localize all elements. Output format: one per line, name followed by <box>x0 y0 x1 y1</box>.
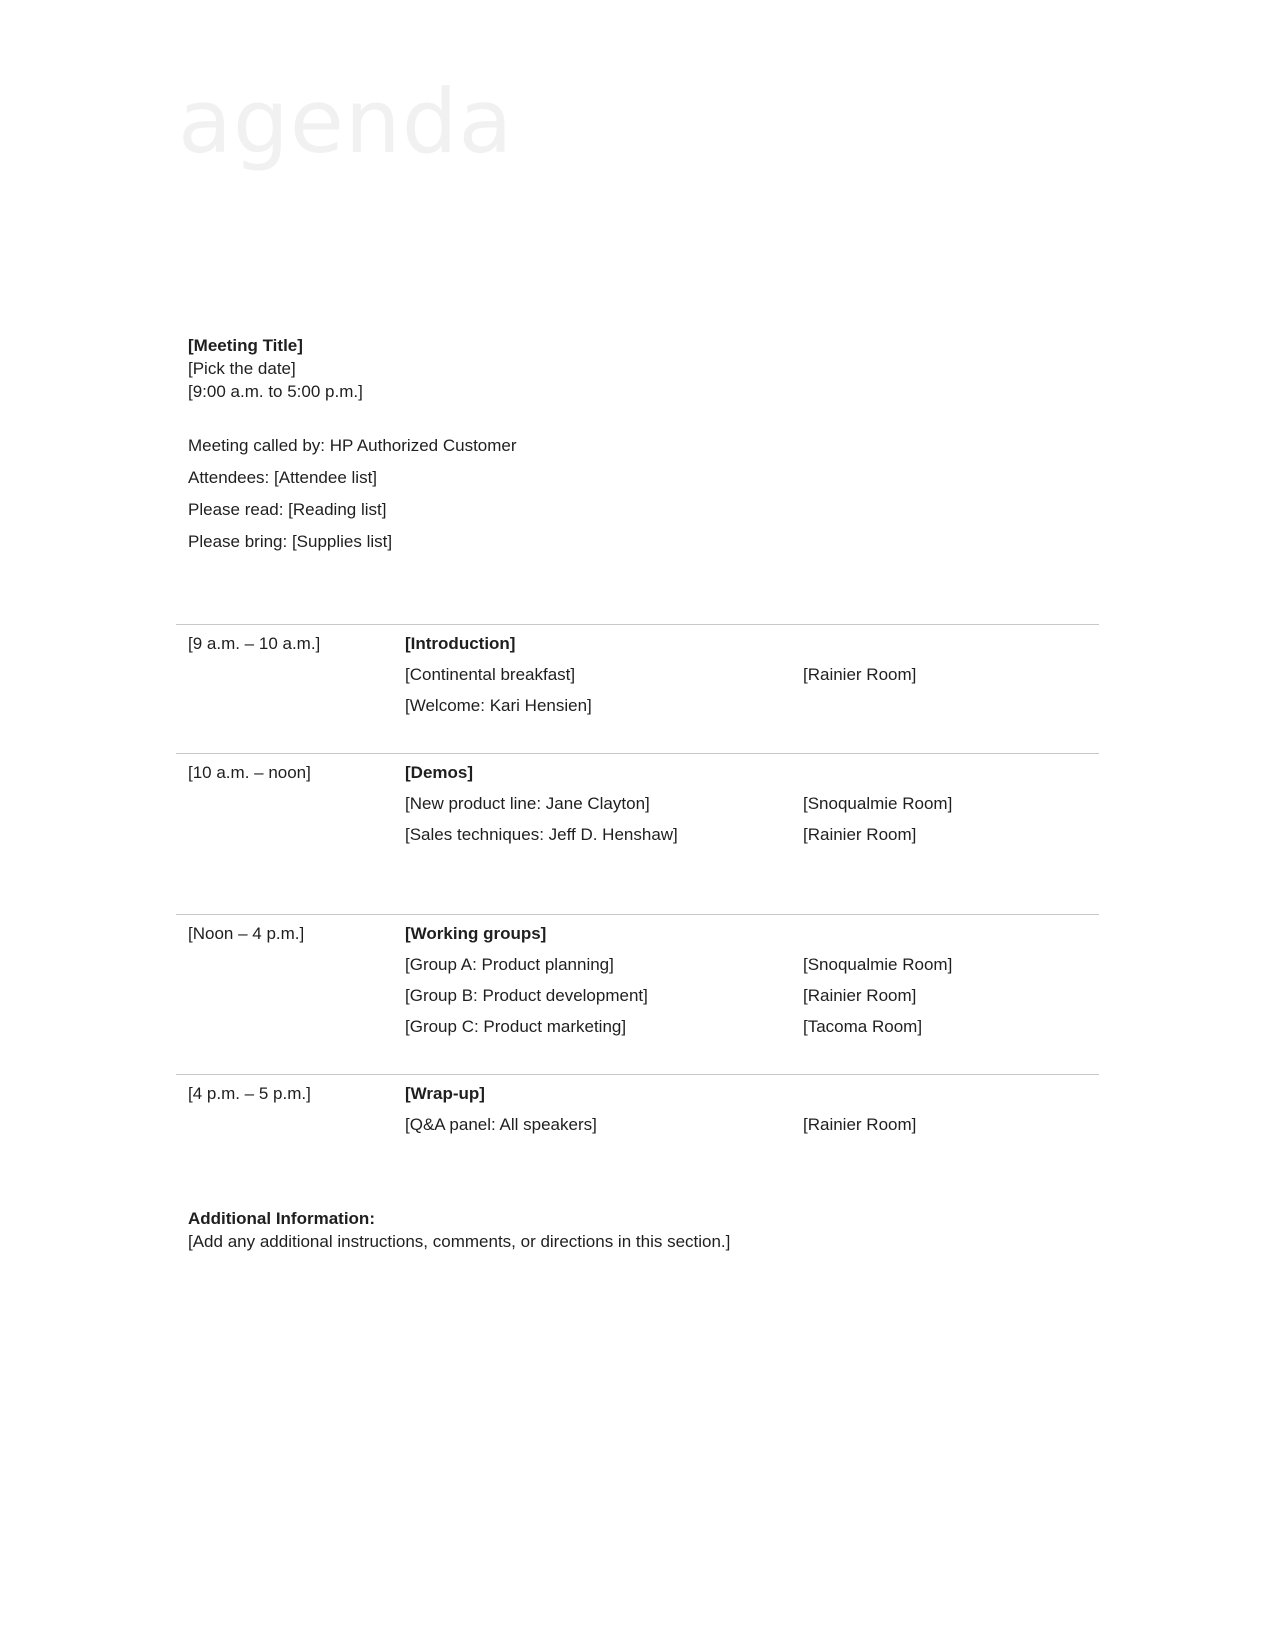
agenda-room[interactable] <box>803 694 1083 725</box>
agenda-row <box>405 984 1085 1015</box>
meeting-time[interactable]: [9:00 a.m. to 5:00 p.m.] <box>188 382 363 401</box>
agenda-row <box>405 953 1085 984</box>
agenda-row <box>405 823 1085 854</box>
supplies-list[interactable]: Please bring: [Supplies list] <box>188 532 393 551</box>
section-heading[interactable]: [Demos] <box>405 763 474 782</box>
agenda-room[interactable]: [Snoqualmie Room] <box>803 955 953 974</box>
called-by[interactable]: Meeting called by: HP Authorized Customer <box>188 436 517 455</box>
agenda-section-demos <box>176 753 1099 914</box>
agenda-item[interactable]: [Continental breakfast] <box>405 665 576 684</box>
agenda-item[interactable]: [Welcome: Kari Hensien] <box>405 696 592 715</box>
agenda-row <box>405 1015 1085 1046</box>
section-heading[interactable]: [Working groups] <box>405 924 547 943</box>
agenda-row <box>405 1113 1085 1144</box>
agenda-item[interactable]: [Group C: Product marketing] <box>405 1017 627 1036</box>
agenda-item[interactable]: [Group A: Product planning] <box>405 955 614 974</box>
agenda-item[interactable]: [Sales techniques: Jeff D. Henshaw] <box>405 825 678 844</box>
meeting-title[interactable]: [Meeting Title] <box>188 336 303 355</box>
section-heading[interactable]: [Wrap-up] <box>405 1084 485 1103</box>
agenda-item[interactable]: [Group B: Product development] <box>405 986 648 1005</box>
meeting-details <box>188 434 517 562</box>
agenda-row <box>405 694 1085 725</box>
agenda-row <box>405 792 1085 823</box>
section-content <box>405 1082 1085 1144</box>
additional-information <box>188 1207 730 1253</box>
agenda-room[interactable]: [Rainier Room] <box>803 825 917 844</box>
agenda-section-wrap-up <box>176 1074 1099 1194</box>
section-time[interactable]: [Noon – 4 p.m.] <box>188 924 305 943</box>
attendees[interactable]: Attendees: [Attendee list] <box>188 468 378 487</box>
section-time[interactable]: [4 p.m. – 5 p.m.] <box>188 1084 311 1103</box>
agenda-schedule <box>176 624 1099 1194</box>
section-heading[interactable]: [Introduction] <box>405 634 516 653</box>
agenda-room[interactable]: [Snoqualmie Room] <box>803 794 953 813</box>
additional-info-text[interactable]: [Add any additional instructions, comments, or directions in this section.] <box>188 1232 731 1251</box>
agenda-item[interactable]: [Q&A panel: All speakers] <box>405 1115 597 1134</box>
section-time[interactable]: [10 a.m. – noon] <box>188 763 311 782</box>
meeting-date[interactable]: [Pick the date] <box>188 359 296 378</box>
agenda-watermark: agenda <box>178 70 514 173</box>
agenda-room[interactable]: [Rainier Room] <box>803 1115 917 1134</box>
agenda-room[interactable]: [Rainier Room] <box>803 665 917 684</box>
additional-info-label: Additional Information: <box>188 1209 375 1228</box>
agenda-section-introduction <box>176 624 1099 753</box>
reading-list[interactable]: Please read: [Reading list] <box>188 500 387 519</box>
agenda-row <box>405 663 1085 694</box>
section-time[interactable]: [9 a.m. – 10 a.m.] <box>188 634 321 653</box>
agenda-item[interactable]: [New product line: Jane Clayton] <box>405 794 650 813</box>
section-content <box>405 632 1085 725</box>
section-content <box>405 922 1085 1046</box>
agenda-room[interactable]: [Tacoma Room] <box>803 1017 923 1036</box>
agenda-room[interactable]: [Rainier Room] <box>803 986 917 1005</box>
agenda-section-working-groups <box>176 914 1099 1074</box>
meeting-header <box>188 334 363 403</box>
section-content <box>405 761 1085 854</box>
